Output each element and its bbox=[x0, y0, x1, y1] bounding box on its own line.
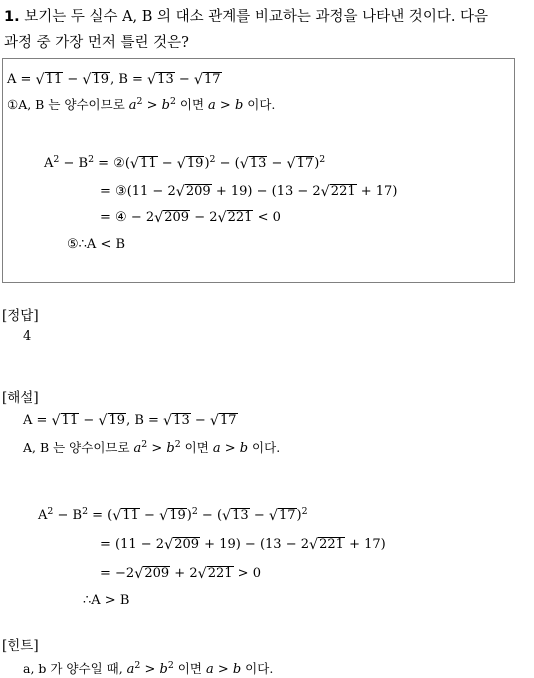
hint-label: [힌트] bbox=[2, 638, 39, 654]
box-condition: ①A, B 는 양수이므로 $a^2 > b^2$ 이면 a > b 이다. bbox=[7, 95, 276, 113]
question-line-2 bbox=[4, 30, 189, 57]
hint-text: a, b 가 양수일 때, $a^2 > b^2$ 이면 a > b 이다. bbox=[23, 659, 274, 677]
explanation-step-2: $A^2 - B^2 = (√11 - √19)^2 - (√13 - √17)^2$ bbox=[38, 505, 308, 524]
question-number: 1. bbox=[4, 9, 20, 25]
box-step-2: $A^2 - B^2$ = ②(√11 − $√19)^2 - (√13 - √17)^2$ bbox=[44, 153, 326, 172]
box-step-4: = ④ − 2√209 − 2√221 < 0 bbox=[100, 209, 281, 226]
explanation-condition: A, B 는 양수이므로 $a^2 > b^2$ 이면 a > b 이다. bbox=[23, 438, 281, 456]
explanation-label: [해설] bbox=[2, 390, 39, 406]
box-step-3: = ③(11 − 2√209 + 19) − (13 − 2√221 + 17) bbox=[100, 183, 398, 200]
box-step-5: ⑤∴A < B bbox=[67, 237, 126, 252]
explanation-step-3: = (11 − 2√209 + 19) − (13 − 2√221 + 17) bbox=[100, 536, 386, 553]
answer-value: 4 bbox=[23, 329, 32, 344]
question-line-1 bbox=[4, 4, 488, 31]
explanation-conclusion: ∴A > B bbox=[83, 593, 130, 608]
question-text-1: 보기는 두 실수 A, B 의 대소 관계를 비교하는 과정을 나타낸 것이다. 다음 bbox=[24, 9, 489, 25]
question-text-2: 과정 중 가장 먼저 틀린 것은? bbox=[4, 35, 189, 51]
answer-label: [정답] bbox=[2, 308, 39, 324]
explanation-definition: A = √11 − √19, B = √13 − √17 bbox=[23, 412, 237, 429]
box-definition: A = √11 − √19, B = √13 − √17 bbox=[7, 71, 221, 88]
explanation-step-4: = −2√209 + 2√221 > 0 bbox=[100, 565, 261, 582]
